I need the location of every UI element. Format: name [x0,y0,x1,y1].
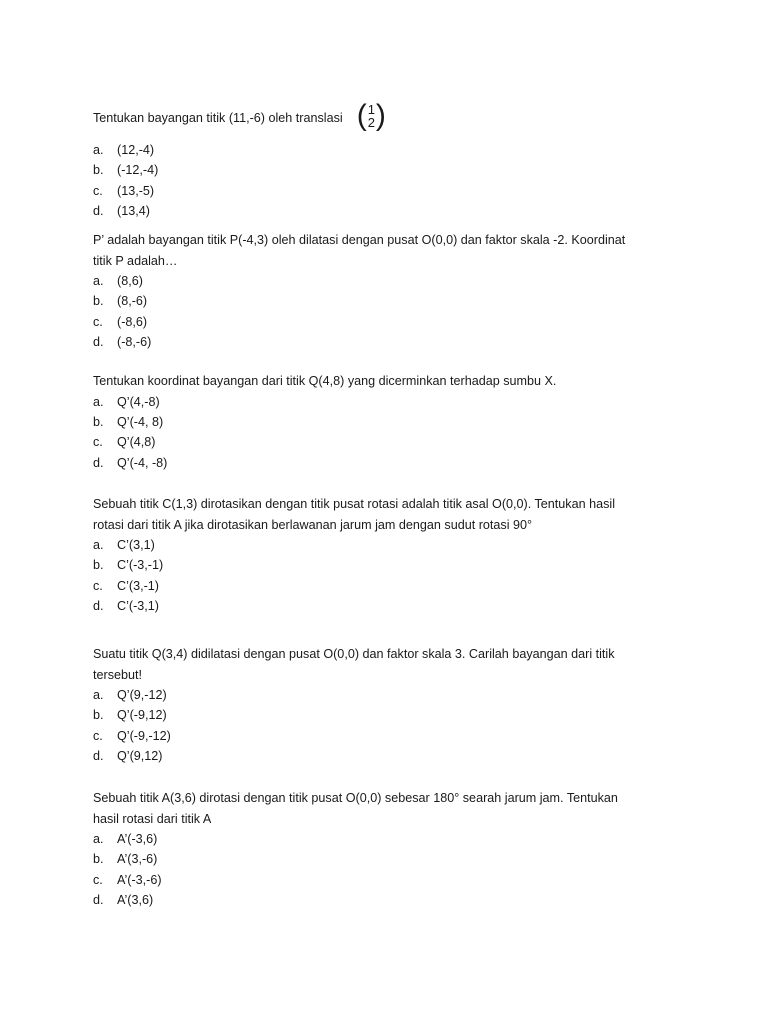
option-letter: b. [93,708,104,723]
option-text: (8,6) [117,274,143,288]
question-6 [93,788,649,911]
stem-line: Tentukan koordinat bayangan dari titik Q(4,8) yang dicerminkan terhadap sumbu X. [93,374,557,388]
option [93,705,649,725]
option [93,140,649,160]
option-text: (8,-6) [117,294,148,309]
stem-line: titik P adalah… [93,253,178,268]
option-text: (13,-5) [117,183,155,198]
option [93,291,649,311]
option-text: C’(-3,1) [117,599,159,614]
option-text: Q’(4,-8) [117,394,160,409]
option [93,392,649,412]
option [93,432,649,452]
question-5 [93,644,649,767]
option-letter: c. [93,578,103,593]
question-2-options [93,271,649,353]
option-text: Q’(9,-12) [117,688,167,702]
question-6-stem [93,788,649,829]
option-text: (-8,6) [117,314,148,329]
option-letter: a. [93,274,104,288]
question-4-options [93,535,649,617]
question-5-options [93,685,649,767]
stem-line: Suatu titik Q(3,4) didilatasi dengan pusat O(0,0) dan faktor skala 3. Carilah bayangan dari titik [93,647,615,661]
option-letter: d. [93,599,104,614]
option-text: C’(3,1) [117,538,155,552]
option [93,160,649,180]
option [93,746,649,766]
option [93,870,649,890]
option-letter: a. [93,688,104,702]
question-6-options [93,829,649,911]
option [93,576,649,596]
option-text: Q’(9,12) [117,749,163,764]
option-text: A’(-3,6) [117,832,158,846]
option-text: A’(-3,-6) [117,872,162,887]
stem-line: Sebuah titik C(1,3) dirotasikan dengan titik pusat rotasi adalah titik asal O(0,0). Tentukan hasil [93,497,615,511]
vector-bottom: 2 [367,115,375,130]
vector-left-paren: ( [356,99,367,132]
option [93,201,649,221]
option-text: Q’(-9,-12) [117,728,171,743]
option [93,596,649,616]
question-1-stem [93,99,649,133]
option-letter: d. [93,749,104,764]
option-text: (-12,-4) [117,163,159,178]
question-1-options [93,140,649,222]
option [93,685,649,705]
option [93,849,649,869]
option-letter: a. [93,538,104,552]
option [93,890,649,910]
option-letter: c. [93,872,103,887]
option-text: (12,-4) [117,143,155,157]
option [93,453,649,473]
option-text: Q’(-4, -8) [117,455,168,470]
option-letter: d. [93,455,104,470]
vector-top: 1 [367,102,375,117]
question-3 [93,371,649,473]
question-3-stem [93,371,649,392]
option-letter: b. [93,414,104,429]
stem-line: P’ adalah bayangan titik P(-4,3) oleh dilatasi dengan pusat O(0,0) dan faktor skala -2. Koordinat [93,233,626,247]
option-letter: c. [93,183,103,198]
option [93,829,649,849]
option-text: A’(3,6) [117,893,154,908]
option-letter: d. [93,335,104,350]
option-letter: b. [93,558,104,573]
option-letter: a. [93,394,104,409]
option-letter: c. [93,314,103,329]
question-3-options [93,392,649,474]
question-2 [93,230,649,353]
option-text: (-8,-6) [117,335,152,350]
question-5-stem [93,644,649,685]
option-letter: b. [93,294,104,309]
option-letter: c. [93,435,103,450]
option-text: (13,4) [117,204,150,219]
stem-line: hasil rotasi dari titik A [93,811,212,826]
question-1 [93,99,649,222]
option-text: Q’(4,8) [117,435,156,450]
option-text: Q’(-9,12) [117,708,167,723]
stem-line: tersebut! [93,667,143,682]
option-letter: b. [93,852,104,867]
option [93,332,649,352]
option-text: A’(3,-6) [117,852,158,867]
option-text: C’(3,-1) [117,578,159,593]
option [93,535,649,555]
option [93,555,649,575]
vector-right-paren: ) [375,99,386,132]
option-letter: d. [93,204,104,219]
option-letter: d. [93,893,104,908]
question-4-stem [93,494,649,535]
option-letter: a. [93,143,104,157]
option-letter: c. [93,728,103,743]
option [93,412,649,432]
option [93,181,649,201]
question-4 [93,494,649,617]
translation-vector [357,101,386,131]
option [93,271,649,291]
option-letter: a. [93,832,104,846]
option-text: Q’(-4, 8) [117,414,164,429]
option [93,312,649,332]
option [93,726,649,746]
question-1-stem-text: Tentukan bayangan titik (11,-6) oleh translasi [93,110,343,125]
stem-line: rotasi dari titik A jika dirotasikan berlawanan jarum jam dengan sudut rotasi 90° [93,517,533,532]
stem-line: Sebuah titik A(3,6) dirotasi dengan titik pusat O(0,0) sebesar 180° searah jarum jam. Tentukan [93,791,618,805]
option-letter: b. [93,163,104,178]
option-text: C’(-3,-1) [117,558,164,573]
question-2-stem [93,230,649,271]
